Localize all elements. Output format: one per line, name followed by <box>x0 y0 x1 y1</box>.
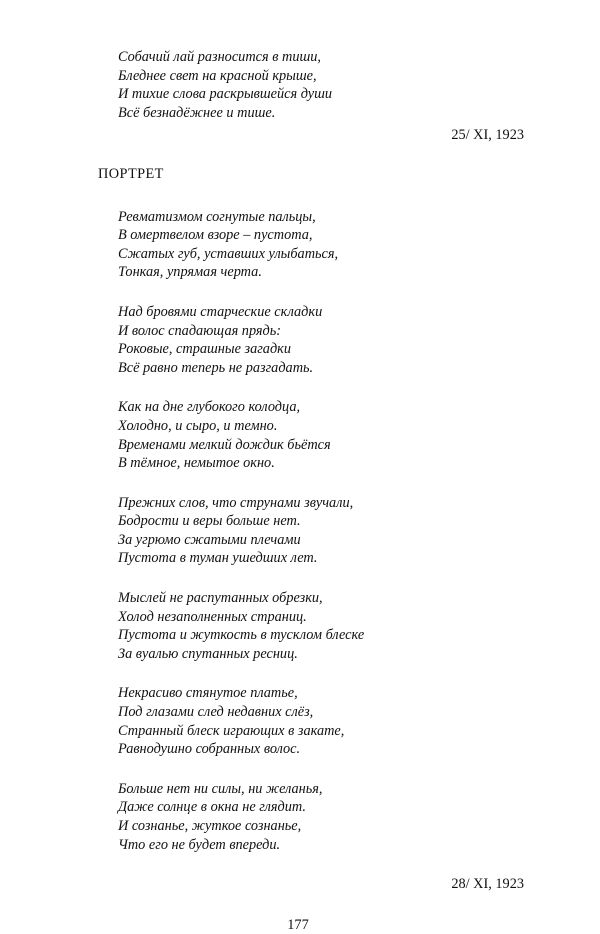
verse-line: Что его не будет впереди. <box>118 836 281 853</box>
stanza <box>60 589 540 663</box>
verse-line: Прежних слов, что струнами звучали, <box>118 494 354 511</box>
verse-line: Пустота и жуткость в тусклом блеске <box>118 627 365 644</box>
poem-title: ПОРТРЕТ <box>98 165 164 182</box>
verse-line: Странный блеск играющих в закате, <box>118 722 345 739</box>
verse-line: Над бровями старческие складки <box>118 303 323 320</box>
verse-line: За угрюмо сжатыми плечами <box>118 531 301 548</box>
stanza <box>60 684 540 758</box>
verse-line: Пустота в туман ушедших лет. <box>118 550 318 567</box>
verse-line: Всё равно теперь не разгадать. <box>118 359 314 376</box>
verse-line: Собачий лай разносится в тиши, <box>118 49 321 65</box>
stanza <box>60 398 540 472</box>
verse-line: И тихие слова раскрывшейся души <box>118 86 333 103</box>
verse-line: Бледнее свет на красной крыше, <box>118 67 317 84</box>
verse-line: Равнодушно собранных волос. <box>118 741 301 758</box>
poem-date: 28/ XI, 1923 <box>451 876 524 893</box>
verse-line: И волос спадающая прядь: <box>118 322 282 339</box>
poem-date: 25/ XI, 1923 <box>451 127 524 144</box>
verse-line: Мыслей не распутанных обрезки, <box>118 590 323 607</box>
verse-line: В омертвелом взоре – пустота, <box>118 227 313 244</box>
stanza <box>60 780 540 854</box>
verse-line: Некрасиво стянутое платье, <box>118 685 298 702</box>
verse-line: Тонкая, упрямая черта. <box>118 264 262 281</box>
verse-line: Холодно, и сыро, и темно. <box>118 417 278 434</box>
stanza <box>60 303 540 377</box>
verse-line: Всё безнадёжнее и тише. <box>118 104 276 121</box>
verse-line: Холод незаполненных страниц. <box>118 608 307 625</box>
stanza <box>60 208 540 282</box>
verse-line: И сознанье, жуткое сознанье, <box>118 818 302 834</box>
verse-line: Даже солнце в окна не глядит. <box>118 799 306 816</box>
verse-line: Под глазами след недавних слёз, <box>118 704 314 721</box>
verse-line: Как на дне глубокого колодца, <box>118 399 301 416</box>
verse-line: Временами мелкий дождик бьётся <box>118 436 331 453</box>
stanza <box>60 494 540 568</box>
verse-line: Сжатых губ, уставших улыбаться, <box>118 245 339 262</box>
page-number: 177 <box>287 916 309 933</box>
verse-line: Роковые, страшные загадки <box>118 341 292 358</box>
verse-line: Ревматизмом согнутые пальцы, <box>118 208 316 225</box>
verse-line: В тёмное, немытое окно. <box>118 455 275 472</box>
verse-line: Больше нет ни силы, ни желанья, <box>118 780 323 797</box>
verse-line: Бодрости и веры больше нет. <box>118 513 301 530</box>
poem-body <box>60 48 540 894</box>
stanza <box>60 48 540 122</box>
verse-line: За вуалью спутанных ресниц. <box>118 645 298 662</box>
